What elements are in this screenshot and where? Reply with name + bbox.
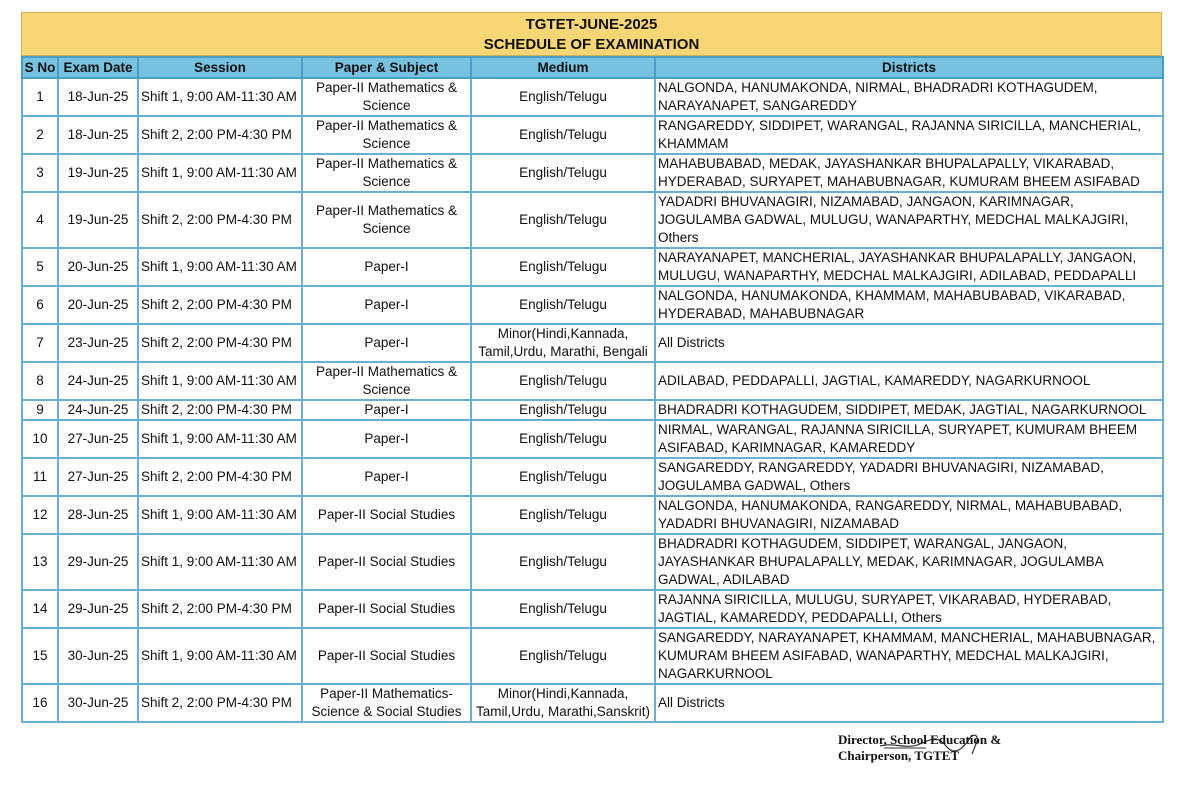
cell-session: Shift 2, 2:00 PM-4:30 PM — [138, 458, 302, 496]
table-row — [22, 324, 1163, 362]
cell-medium: English/Telugu — [471, 286, 655, 324]
cell-session: Shift 2, 2:00 PM-4:30 PM — [138, 286, 302, 324]
table-row — [22, 534, 1163, 590]
cell-sno: 14 — [22, 590, 58, 628]
cell-paper-subject: Paper-I — [302, 400, 471, 420]
cell-paper-subject: Paper-II Mathematics & Science — [302, 362, 471, 400]
cell-exam-date: 19-Jun-25 — [58, 154, 138, 192]
cell-sno: 3 — [22, 154, 58, 192]
cell-sno: 4 — [22, 192, 58, 248]
cell-exam-date: 20-Jun-25 — [58, 248, 138, 286]
cell-sno: 1 — [22, 78, 58, 116]
schedule-subtitle: SCHEDULE OF EXAMINATION — [483, 36, 700, 53]
cell-exam-date: 30-Jun-25 — [58, 684, 138, 722]
cell-districts: RAJANNA SIRICILLA, MULUGU, SURYAPET, VIKARABAD, HYDERABAD, JAGTIAL, KAMAREDDY, PEDDAPALLI, Others — [655, 590, 1163, 628]
cell-districts: ADILABAD, PEDDAPALLI, JAGTIAL, KAMAREDDY, NAGARKURNOOL — [655, 362, 1163, 400]
cell-districts: NIRMAL, WARANGAL, RAJANNA SIRICILLA, SURYAPET, KUMURAM BHEEM ASIFABAD, KARIMNAGAR, KAMAREDDY — [655, 420, 1163, 458]
table-row — [22, 458, 1163, 496]
cell-session: Shift 2, 2:00 PM-4:30 PM — [138, 192, 302, 248]
cell-paper-subject: Paper-II Mathematics & Science — [302, 116, 471, 154]
table-row — [22, 400, 1163, 420]
cell-medium: English/Telugu — [471, 628, 655, 684]
cell-exam-date: 23-Jun-25 — [58, 324, 138, 362]
cell-districts: MAHABUBABAD, MEDAK, JAYASHANKAR BHUPALAPALLY, VIKARABAD, HYDERABAD, SURYAPET, MAHABUBNAGAR, KUMURAM BHEEM ASIFABAD — [655, 154, 1163, 192]
table-row — [22, 684, 1163, 722]
signature-title-line2: Chairperson, TGTET — [838, 748, 960, 763]
schedule-title: TGTET-JUNE-2025 — [525, 16, 658, 33]
cell-session: Shift 2, 2:00 PM-4:30 PM — [138, 684, 302, 722]
cell-paper-subject: Paper-II Social Studies — [302, 534, 471, 590]
cell-session: Shift 1, 9:00 AM-11:30 AM — [138, 496, 302, 534]
table-row — [22, 154, 1163, 192]
cell-session: Shift 2, 2:00 PM-4:30 PM — [138, 324, 302, 362]
cell-sno: 16 — [22, 684, 58, 722]
column-header-session: Session — [138, 57, 302, 78]
cell-paper-subject: Paper-I — [302, 458, 471, 496]
cell-exam-date: 29-Jun-25 — [58, 534, 138, 590]
table-row — [22, 628, 1163, 684]
cell-sno: 13 — [22, 534, 58, 590]
table-row — [22, 192, 1163, 248]
cell-exam-date: 24-Jun-25 — [58, 400, 138, 420]
cell-medium: Minor(Hindi,Kannada, Tamil,Urdu, Marathi,Sanskrit) — [471, 684, 655, 722]
cell-exam-date: 19-Jun-25 — [58, 192, 138, 248]
column-header-exam-date: Exam Date — [58, 57, 138, 78]
cell-districts: YADADRI BHUVANAGIRI, NIZAMABAD, JANGAON, KARIMNAGAR, JOGULAMBA GADWAL, MULUGU, WANAPARTHY, MEDCHAL MALKAJGIRI, Others — [655, 192, 1163, 248]
cell-sno: 8 — [22, 362, 58, 400]
cell-sno: 12 — [22, 496, 58, 534]
cell-medium: English/Telugu — [471, 458, 655, 496]
table-row — [22, 78, 1163, 116]
cell-districts: SANGAREDDY, NARAYANAPET, KHAMMAM, MANCHERIAL, MAHABUBNAGAR, KUMURAM BHEEM ASIFABAD, WANAPARTHY, MEDCHAL MALKAJGIRI, NAGARKURNOOL — [655, 628, 1163, 684]
cell-districts: RANGAREDDY, SIDDIPET, WARANGAL, RAJANNA SIRICILLA, MANCHERIAL, KHAMMAM — [655, 116, 1163, 154]
cell-paper-subject: Paper-I — [302, 286, 471, 324]
signature-title-line1: Director, School Education & — [838, 732, 1002, 747]
cell-session: Shift 1, 9:00 AM-11:30 AM — [138, 78, 302, 116]
schedule-table — [21, 56, 1164, 723]
column-header-districts: Districts — [655, 57, 1163, 78]
cell-exam-date: 29-Jun-25 — [58, 590, 138, 628]
column-header-sno: S No — [22, 57, 58, 78]
signature-block — [838, 732, 1038, 764]
cell-sno: 2 — [22, 116, 58, 154]
cell-paper-subject: Paper-I — [302, 420, 471, 458]
cell-districts: SANGAREDDY, RANGAREDDY, YADADRI BHUVANAGIRI, NIZAMABAD, JOGULAMBA GADWAL, Others — [655, 458, 1163, 496]
cell-session: Shift 2, 2:00 PM-4:30 PM — [138, 116, 302, 154]
column-header-paper-subject: Paper & Subject — [302, 57, 471, 78]
cell-medium: English/Telugu — [471, 192, 655, 248]
cell-exam-date: 27-Jun-25 — [58, 420, 138, 458]
cell-exam-date: 20-Jun-25 — [58, 286, 138, 324]
cell-districts: BHADRADRI KOTHAGUDEM, SIDDIPET, MEDAK, JAGTIAL, NAGARKURNOOL — [655, 400, 1163, 420]
cell-sno: 6 — [22, 286, 58, 324]
cell-sno: 11 — [22, 458, 58, 496]
schedule-sheet — [21, 12, 1162, 723]
cell-sno: 15 — [22, 628, 58, 684]
cell-sno: 7 — [22, 324, 58, 362]
cell-sno: 5 — [22, 248, 58, 286]
table-row — [22, 420, 1163, 458]
table-row — [22, 116, 1163, 154]
cell-exam-date: 24-Jun-25 — [58, 362, 138, 400]
table-row — [22, 362, 1163, 400]
cell-medium: English/Telugu — [471, 362, 655, 400]
cell-paper-subject: Paper-II Mathematics & Science — [302, 78, 471, 116]
schedule-header — [21, 12, 1162, 56]
cell-paper-subject: Paper-II Mathematics & Science — [302, 192, 471, 248]
cell-paper-subject: Paper-II Mathematics & Science — [302, 154, 471, 192]
cell-session: Shift 1, 9:00 AM-11:30 AM — [138, 362, 302, 400]
cell-districts: NARAYANAPET, MANCHERIAL, JAYASHANKAR BHUPALAPALLY, JANGAON, MULUGU, WANAPARTHY, MEDCHAL MALKAJGIRI, ADILABAD, PEDDAPALLI — [655, 248, 1163, 286]
table-row — [22, 286, 1163, 324]
cell-session: Shift 1, 9:00 AM-11:30 AM — [138, 534, 302, 590]
table-row — [22, 248, 1163, 286]
cell-medium: English/Telugu — [471, 78, 655, 116]
cell-medium: English/Telugu — [471, 400, 655, 420]
cell-paper-subject: Paper-I — [302, 248, 471, 286]
cell-sno: 9 — [22, 400, 58, 420]
cell-medium: Minor(Hindi,Kannada, Tamil,Urdu, Marathi, Bengali — [471, 324, 655, 362]
column-header-row — [22, 57, 1163, 78]
schedule-body — [22, 78, 1163, 722]
cell-medium: English/Telugu — [471, 534, 655, 590]
cell-session: Shift 1, 9:00 AM-11:30 AM — [138, 420, 302, 458]
cell-districts: NALGONDA, HANUMAKONDA, RANGAREDDY, NIRMAL, MAHABUBABAD, YADADRI BHUVANAGIRI, NIZAMABAD — [655, 496, 1163, 534]
cell-session: Shift 1, 9:00 AM-11:30 AM — [138, 248, 302, 286]
cell-sno: 10 — [22, 420, 58, 458]
cell-districts: NALGONDA, HANUMAKONDA, NIRMAL, BHADRADRI KOTHAGUDEM, NARAYANAPET, SANGAREDDY — [655, 78, 1163, 116]
column-header-medium: Medium — [471, 57, 655, 78]
table-row — [22, 590, 1163, 628]
cell-session: Shift 2, 2:00 PM-4:30 PM — [138, 400, 302, 420]
cell-districts: All Districts — [655, 684, 1163, 722]
cell-session: Shift 1, 9:00 AM-11:30 AM — [138, 154, 302, 192]
cell-paper-subject: Paper-II Social Studies — [302, 496, 471, 534]
cell-exam-date: 28-Jun-25 — [58, 496, 138, 534]
cell-medium: English/Telugu — [471, 590, 655, 628]
cell-paper-subject: Paper-II Social Studies — [302, 590, 471, 628]
cell-session: Shift 1, 9:00 AM-11:30 AM — [138, 628, 302, 684]
cell-medium: English/Telugu — [471, 248, 655, 286]
cell-exam-date: 27-Jun-25 — [58, 458, 138, 496]
cell-exam-date: 18-Jun-25 — [58, 78, 138, 116]
cell-session: Shift 2, 2:00 PM-4:30 PM — [138, 590, 302, 628]
cell-districts: NALGONDA, HANUMAKONDA, KHAMMAM, MAHABUBABAD, VIKARABAD, HYDERABAD, MAHABUBNAGAR — [655, 286, 1163, 324]
cell-medium: English/Telugu — [471, 496, 655, 534]
cell-medium: English/Telugu — [471, 154, 655, 192]
cell-paper-subject: Paper-I — [302, 324, 471, 362]
cell-districts: All Districts — [655, 324, 1163, 362]
cell-medium: English/Telugu — [471, 116, 655, 154]
cell-exam-date: 30-Jun-25 — [58, 628, 138, 684]
cell-medium: English/Telugu — [471, 420, 655, 458]
table-row — [22, 496, 1163, 534]
cell-paper-subject: Paper-II Mathematics-Science & Social Studies — [302, 684, 471, 722]
cell-paper-subject: Paper-II Social Studies — [302, 628, 471, 684]
cell-districts: BHADRADRI KOTHAGUDEM, SIDDIPET, WARANGAL, JANGAON, JAYASHANKAR BHUPALAPALLY, MEDAK, KARIMNAGAR, JOGULAMBA GADWAL, ADILABAD — [655, 534, 1163, 590]
cell-exam-date: 18-Jun-25 — [58, 116, 138, 154]
